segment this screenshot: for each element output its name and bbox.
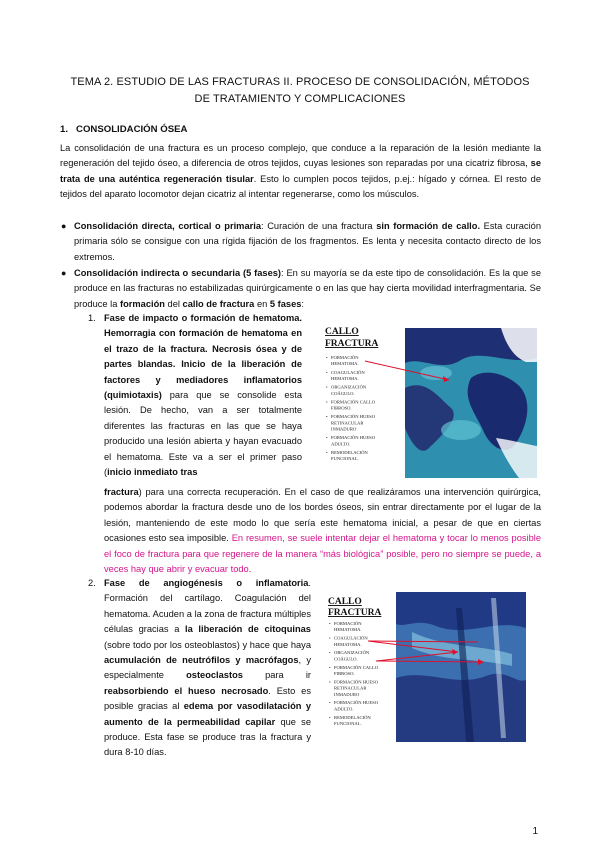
figure-1-title-line1: CALLO — [325, 327, 359, 337]
figure-list-item: ADULTO. — [334, 706, 354, 712]
bullet-indirect-consolidation: Consolidación indirecta o secundaria (5 fases): En su mayoría se da este tipo de consolidación. Es la que se produce en las fracturas no estabilizadas quirúrgicamente o en las que hay cierta movilidad interfragmentaria. Se produce la formación del callo de fractura en 5 fases: — [74, 268, 541, 309]
phase-2-number: 2. — [88, 578, 96, 588]
bullet-direct-consolidation: Consolidación directa, cortical o primaria: Curación de una fractura sin formación de callo. Esta curación primaria sólo se consigue con una rígida fijación de los fragmentos. Es lenta y necesita contacto directo de los extremos. — [74, 221, 541, 262]
figure-list-item: REMODELACIÓN — [331, 450, 368, 455]
figure-list-item: REMODELACIÓN — [334, 714, 371, 720]
figure-list-bullet: • — [326, 450, 328, 455]
figure-list-bullet: • — [329, 621, 331, 626]
figure-list-item: INMADURO — [334, 691, 360, 697]
intro-paragraph: La consolidación de una fractura es un proceso complejo, que conduce a la reparación de la lesión mediante la regeneración del tejido óseo, a diferencia de otros tejidos, cuyas lesiones son reparadas por una cicatriz fibrosa, se trata de una auténtica regeneración tisular. Esto lo cumplen pocos tejidos, p.ej.: hígado y córnea. El resto de tejidos del aparato locomotor dejan cicatriz al intentar regenerarse, como los músculos. — [60, 143, 541, 200]
figure-list-item: FORMACIÓN CALLO — [331, 399, 376, 405]
figure-list-item: ADULTO. — [331, 441, 351, 447]
figure-2-title-line2: FRACTURA — [328, 608, 382, 618]
figure-list-item: RETINACULAR — [334, 685, 367, 691]
figure-list-item: FUNCIONAL. — [334, 721, 362, 726]
bullet-dot: ● — [61, 268, 67, 278]
figure-list-bullet: • — [329, 650, 331, 656]
figure-2-title-line1: CALLO — [328, 597, 362, 607]
figure-list-bullet: • — [326, 399, 328, 405]
figure-list-bullet: • — [329, 714, 331, 720]
figure-list-item: FORMACIÓN — [334, 621, 362, 626]
figure-list-item: FORMACIÓN — [331, 355, 359, 360]
figure-list-item: FIBROSO. — [331, 405, 352, 411]
phase-1-text-top: Fase de impacto o formación de hematoma. Hemorragia con formación de hematoma en el trazo de la fractura. Necrosis ósea y de partes blandas. Inicio de la liberación de factores y mediadores inflamatorios (quimiotaxis) para que se consolide esta lesión. De hecho, van a ser totalmente diferentes las fracturas en las que se haya producido una lesión abierta y hayan evacuado el hematoma. Este va a ser el primer paso (inicio inmediato tras — [104, 313, 302, 478]
histology-figure-2 — [316, 588, 532, 745]
figure-1-title-line2: FRACTURA — [325, 339, 379, 349]
figure-list-bullet: • — [326, 414, 328, 420]
page-number: 1 — [532, 826, 538, 837]
bullet-dot: ● — [61, 221, 67, 231]
figure-list-bullet: • — [329, 635, 331, 641]
figure-list-item: RETINACULAR — [331, 420, 364, 426]
figure-list-item: FORMACIÓN HUESO — [334, 700, 379, 706]
figure-list-item: HEMATOMA. — [331, 361, 359, 367]
figure-list-item: FORMACIÓN CALLO — [334, 664, 379, 670]
figure-list-item: HEMATOMA. — [334, 641, 362, 647]
figure-list-item: FUNCIONAL. — [331, 456, 359, 462]
figure-list-bullet: • — [326, 435, 328, 441]
figure-list-bullet: • — [329, 679, 331, 685]
figure-callo-fractura-2 — [316, 588, 532, 745]
document-title: TEMA 2. ESTUDIO DE LAS FRACTURAS II. PROCESO DE CONSOLIDACIÓN, MÉTODOS DE TRATAMIENTO Y COMPLICACIONES — [70, 76, 530, 105]
figure-list-bullet: • — [326, 369, 328, 375]
figure-list-item: ORGANIZACIÓN — [331, 384, 367, 390]
figure-list-item: FORMACIÓN HUESO — [331, 435, 376, 441]
histology-figure-1 — [311, 318, 539, 480]
figure-list-item: FORMACIÓN HUESO — [334, 679, 379, 685]
section-number: 1. — [60, 124, 69, 135]
phase-2-text: Fase de angiogénesis o inflamatoria. Formación del cartílago. Coagulación del hematoma. Acuden a la zona de fractura múltiples células gracias a la liberación de citoquinas (sobre todo por los osteoblastos) y hace que haya acumulación de neutrófilos y macrófagos, y especialmente osteoclastos para ir reabsorbiendo el hueso necrosado. Esto es posible gracias al edema por vasodilatación y aumento de la permeabilidad capilar que se produce. Esta fase se produce tras la fractura y dura 8-10 días. — [104, 578, 312, 758]
figure-list-item: COAGULACIÓN — [331, 369, 365, 375]
section-heading — [60, 124, 187, 135]
figure-list-item: COÁGULO. — [331, 390, 355, 396]
figure-list-bullet: • — [326, 355, 328, 360]
figure-list-item: COAGULACIÓN — [334, 635, 368, 641]
section-title: CONSOLIDACIÓN ÓSEA — [76, 124, 188, 135]
phase-1-text-bottom: fractura) para una correcta recuperación. En el caso de que realizáramos una intervención quirúrgica, podemos abordar la fractura desde uno de los bordes óseos, sin entrar directamente por el lugar de la lesión, manteniendo de este modo lo que sería este hematoma inicial, a pesar de que en ciertas ocasiones esto sea imposible. En resumen, se suele intentar dejar el hematoma y tocar lo menos posible el foco de fractura para que regenere de la manera “más biológica” posible, pero no siempre se puede, a veces hay que abrir y evacuar todo. — [104, 487, 541, 575]
figure-list-item: COÁGULO. — [334, 656, 358, 662]
figure-list-item: HEMATOMA. — [334, 627, 362, 633]
figure-list-item: FORMACIÓN HUESO — [331, 414, 376, 420]
figure-list-item: INMADURO — [331, 426, 357, 432]
figure-list-bullet: • — [329, 700, 331, 706]
figure-list-bullet: • — [329, 664, 331, 670]
figure-list-item: HEMATOMA. — [331, 376, 359, 381]
figure-list-item: FIBROSO. — [334, 671, 355, 676]
phase-1-number: 1. — [88, 313, 96, 323]
figure-callo-fractura-1 — [311, 318, 539, 480]
figure-list-bullet: • — [326, 384, 328, 390]
figure-list-item: ORGANIZACIÓN — [334, 650, 370, 656]
